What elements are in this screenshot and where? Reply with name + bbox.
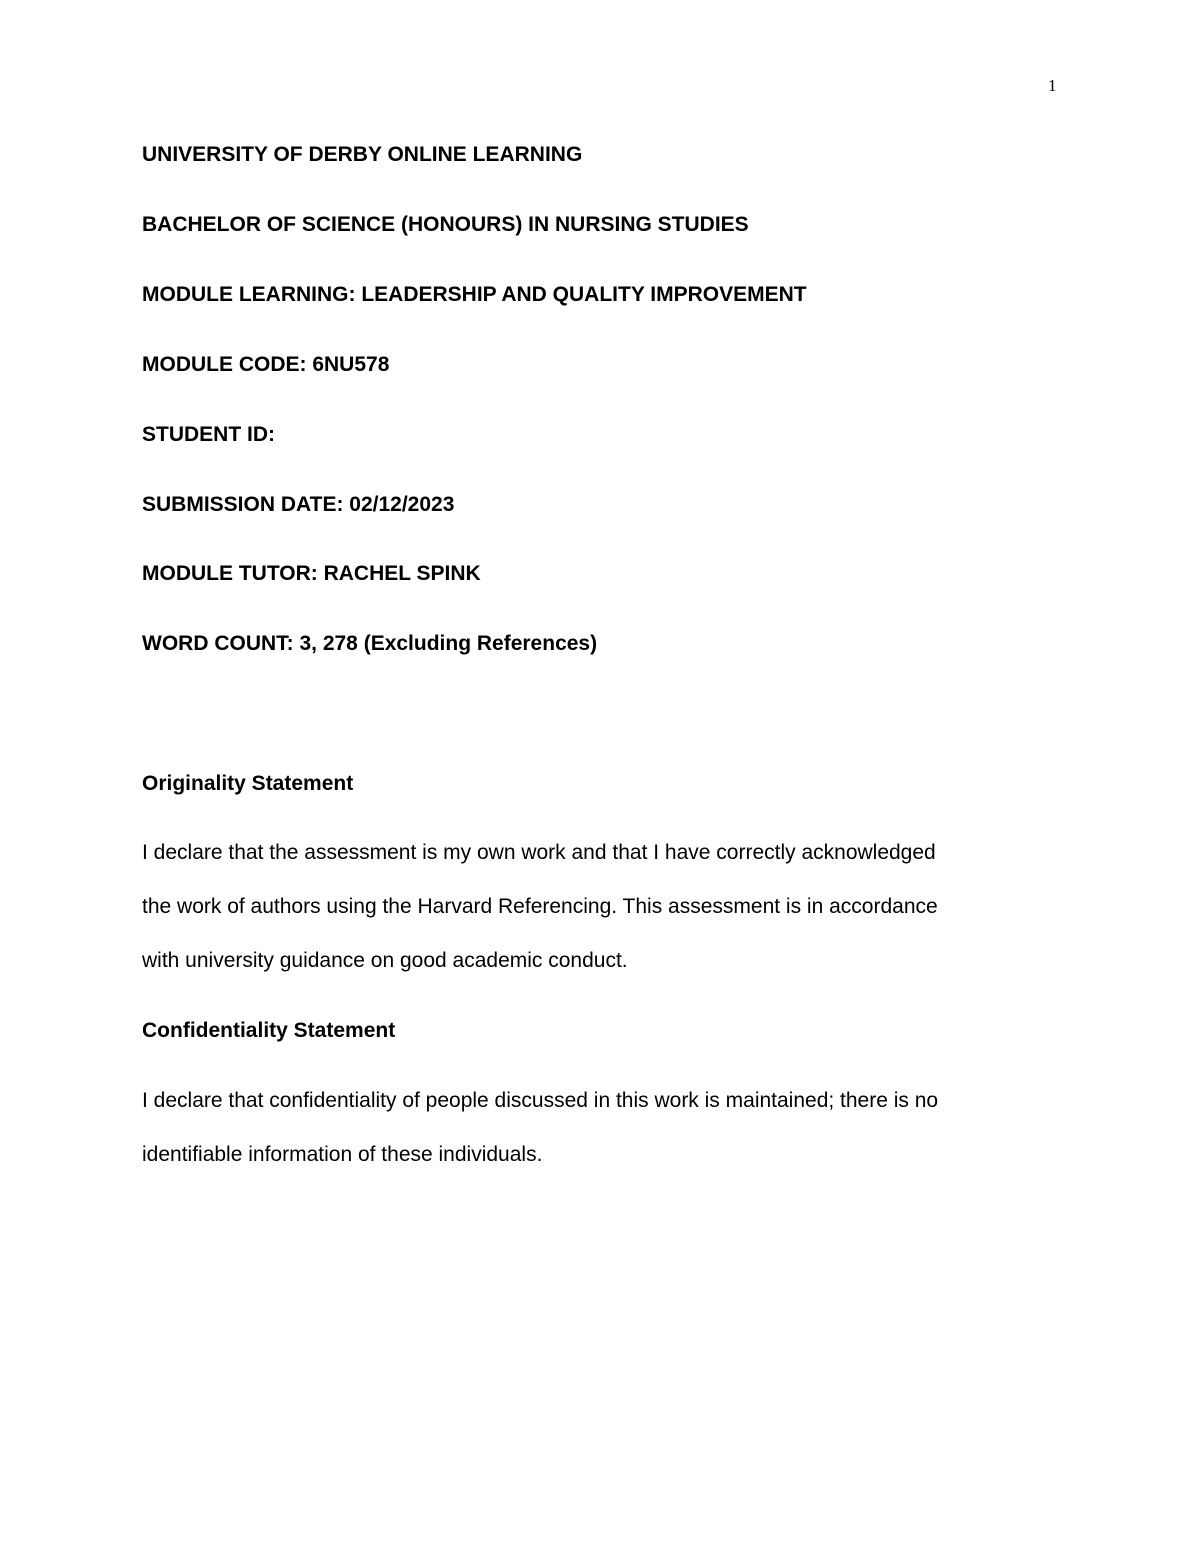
cover-word-count: WORD COUNT: 3, 278 (Excluding References) <box>142 632 598 655</box>
cover-student-id: STUDENT ID: <box>142 423 275 446</box>
confidentiality-line: identifiable information of these individuals. <box>142 1143 543 1166</box>
cover-degree: BACHELOR OF SCIENCE (HONOURS) IN NURSING STUDIES <box>142 213 749 236</box>
page-number: 1 <box>1048 76 1057 95</box>
cover-module-tutor: MODULE TUTOR: RACHEL SPINK <box>142 562 481 585</box>
originality-line: I declare that the assessment is my own work and that I have correctly acknowledged <box>142 841 936 864</box>
originality-heading: Originality Statement <box>142 772 354 795</box>
originality-line: the work of authors using the Harvard Referencing. This assessment is in accordance <box>142 895 938 918</box>
cover-module-code: MODULE CODE: 6NU578 <box>142 353 390 376</box>
cover-module-learning: MODULE LEARNING: LEADERSHIP AND QUALITY IMPROVEMENT <box>142 283 807 306</box>
confidentiality-paragraph <box>142 1074 1042 1182</box>
confidentiality-heading: Confidentiality Statement <box>142 1019 396 1042</box>
originality-paragraph <box>142 826 1042 988</box>
confidentiality-line: I declare that confidentiality of people discussed in this work is maintained; there is no <box>142 1089 939 1112</box>
originality-line: with university guidance on good academic conduct. <box>142 949 628 972</box>
cover-submission-date: SUBMISSION DATE: 02/12/2023 <box>142 493 455 516</box>
cover-university: UNIVERSITY OF DERBY ONLINE LEARNING <box>142 143 583 166</box>
